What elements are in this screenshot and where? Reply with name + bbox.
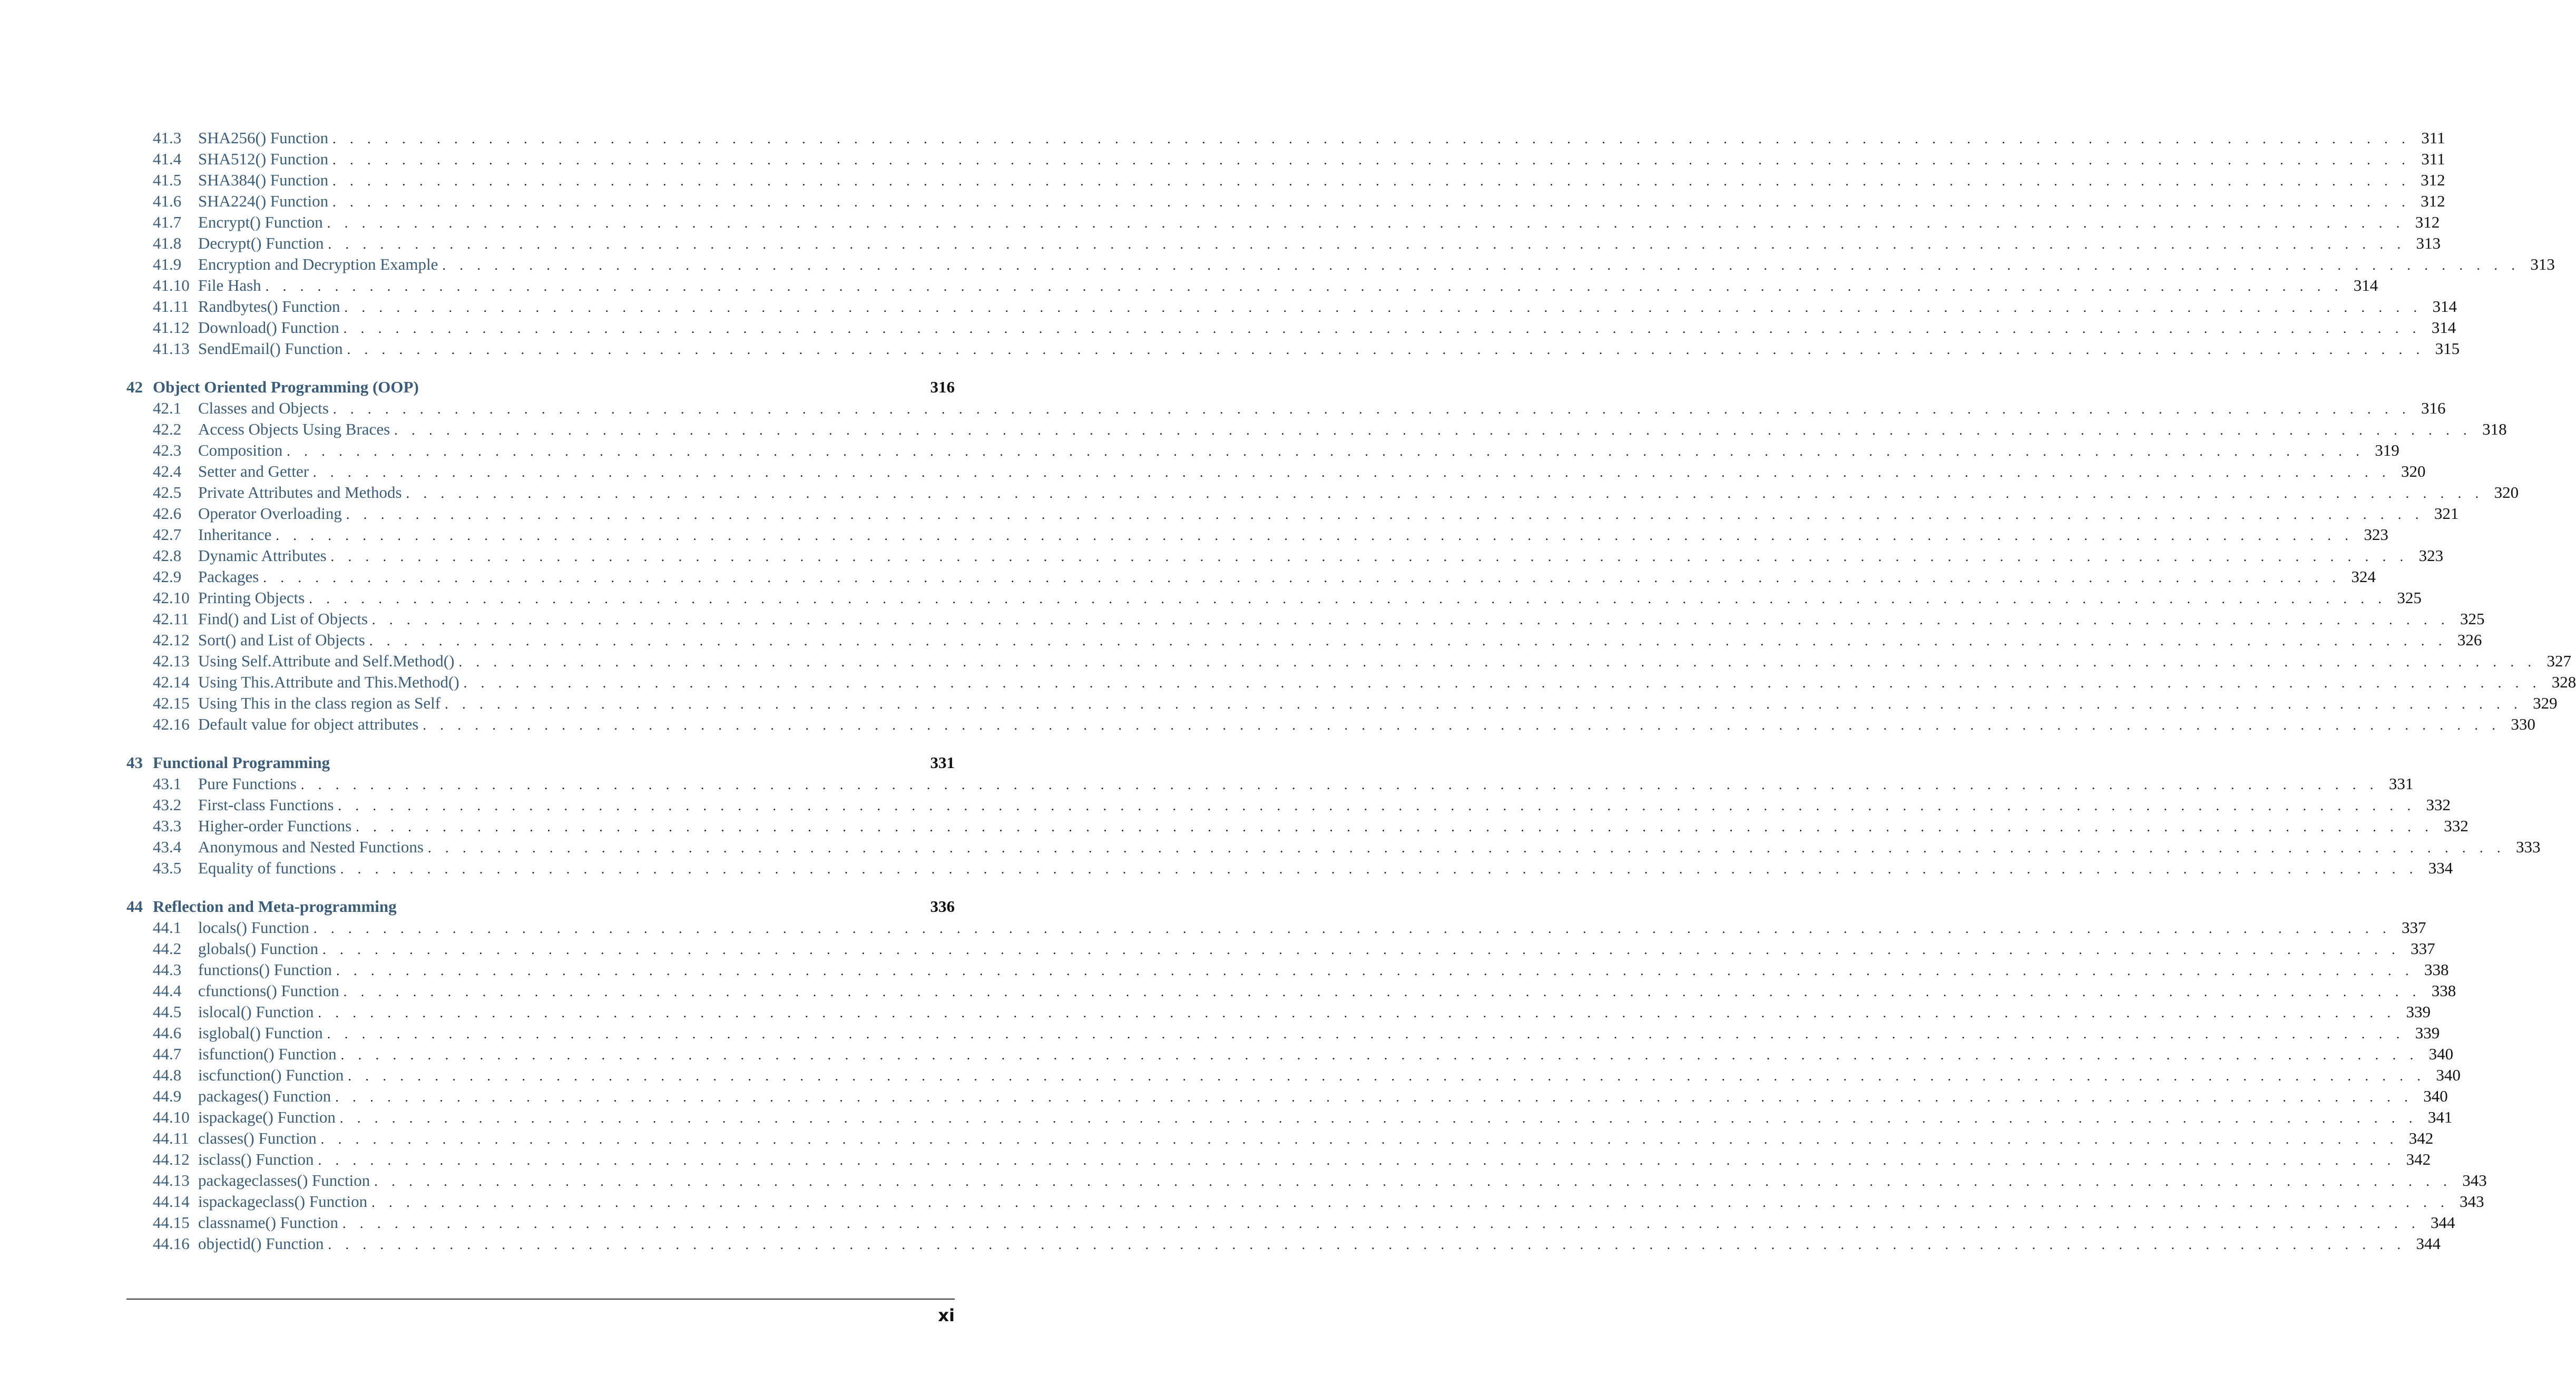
toc-entry-page: 320: [2494, 483, 2519, 502]
toc-section-entry[interactable]: [126, 212, 2440, 233]
toc-section-entry[interactable]: [126, 170, 2445, 191]
toc-entry-page: 329: [2533, 694, 2558, 712]
toc-entry-title[interactable]: Classes and Objects: [198, 398, 333, 419]
toc-entry-page: 323: [2418, 546, 2444, 565]
toc-entry-title[interactable]: Using This in the class region as Self: [198, 693, 445, 714]
toc-entry-page: 332: [2444, 817, 2469, 835]
toc-section-entry[interactable]: [126, 938, 2435, 959]
toc-entry-number: 42.2: [153, 420, 182, 438]
toc-section-entry[interactable]: [126, 398, 2446, 419]
toc-chapter-entry[interactable]: [126, 752, 955, 773]
toc-entry-title[interactable]: Using Self.Attribute and Self.Method(): [198, 651, 458, 672]
toc-entry-page: 312: [2421, 192, 2445, 210]
toc-entry-title[interactable]: functions() Function: [198, 959, 336, 980]
toc-entry-title[interactable]: iscfunction() Function: [198, 1065, 348, 1086]
toc-section-entry[interactable]: [126, 587, 2422, 608]
toc-entry-title[interactable]: File Hash: [198, 275, 266, 296]
toc-dot-leader: . . . . . . . . . . . . . . . . . . . . . . . . . . . . . . . . . . . . . . . . . . . . . . . . . . . . . . . . . . . . . . . . . . . . . . . . . . . . . . . . . . . . . . . . . . . . . . . . . . . . . . . . . . . . . . . . . . . . . . . .: [318, 1153, 2396, 1168]
page-number: xi: [938, 1305, 955, 1325]
toc-entry-page: 325: [2397, 588, 2422, 607]
toc-entry-title[interactable]: Randbytes() Function: [198, 296, 345, 317]
toc-dot-leader: . . . . . . . . . . . . . . . . . . . . . . . . . . . . . . . . . . . . . . . . . . . . . . . . . . . . . . . . . . . . . . . . . . . . . . . . . . . . . . . . . . . . . . . . . . . . . . . . . . . . . . . . . . . . . . . . . . . . . . . .: [372, 612, 2450, 627]
toc-entry-title[interactable]: objectid() Function: [198, 1233, 328, 1254]
toc-entry-title[interactable]: Find() and List of Objects: [198, 608, 372, 630]
toc-entry-number: 42.8: [153, 546, 182, 565]
toc-section-entry[interactable]: [126, 672, 2576, 693]
toc-entry-title[interactable]: Operator Overloading: [198, 503, 346, 524]
toc-entry-title[interactable]: Equality of functions: [198, 858, 340, 879]
toc-entry-number: 41.9: [153, 255, 182, 273]
toc-entry-page: 320: [2401, 462, 2426, 480]
toc-entry-page: 325: [2460, 609, 2485, 628]
toc-dot-leader: . . . . . . . . . . . . . . . . . . . . . . . . . . . . . . . . . . . . . . . . . . . . . . . . . . . . . . . . . . . . . . . . . . . . . . . . . . . . . . . . . . . . . . . . . . . . . . . . . . . . . . . . . . . . . . . . . . . . . . . .: [423, 717, 2501, 733]
toc-entry-title[interactable]: First-class Functions: [198, 794, 338, 815]
toc-entry-number: 44.10: [153, 1108, 190, 1126]
toc-entry-number: 43.4: [153, 838, 182, 856]
toc-dot-leader: . . . . . . . . . . . . . . . . . . . . . . . . . . . . . . . . . . . . . . . . . . . . . . . . . . . . . . . . . . . . . . . . . . . . . . . . . . . . . . . . . . . . . . . . . . . . . . . . . . . . . . . . . . . . . . . . . . . . . . . .: [394, 422, 2472, 438]
toc-entry-number: 44.14: [153, 1192, 190, 1211]
toc-entry-title[interactable]: SHA384() Function: [198, 170, 332, 191]
toc-entry-number: 44.9: [153, 1087, 182, 1105]
toc-entry-number: 44.6: [153, 1024, 182, 1042]
toc-entry-number: 42.10: [153, 588, 190, 607]
toc-entry-title[interactable]: packageclasses() Function: [198, 1170, 374, 1191]
toc-section-entry[interactable]: [126, 1212, 2455, 1233]
toc-section-entry[interactable]: [126, 794, 2451, 815]
toc-dot-leader: . . . . . . . . . . . . . . . . . . . . . . . . . . . . . . . . . . . . . . . . . . . . . . . . . . . . . . . . . . . . . . . . . . . . . . . . . . . . . . . . . . . . . . . . . . . . . . . . . . . . . . . . . . . . . . . . . . . . . . . .: [347, 342, 2425, 357]
toc-entry-title[interactable]: isglobal() Function: [198, 1023, 327, 1044]
toc-section-entry[interactable]: [126, 1107, 2453, 1128]
toc-entry-title[interactable]: Dynamic Attributes: [198, 545, 331, 566]
toc-section-entry[interactable]: [126, 980, 2456, 1001]
toc-entry-number: 41.5: [153, 171, 182, 189]
toc-entry-page: 337: [2411, 939, 2435, 958]
toc-dot-leader: . . . . . . . . . . . . . . . . . . . . . . . . . . . . . . . . . . . . . . . . . . . . . . . . . . . . . . . . . . . . . . . . . . . . . . . . . . . . . . . . . . . . . . . . . . . . . . . . . . . . . . . . . . . . . . . . . . . . . . . .: [332, 131, 2411, 146]
toc-section-entry[interactable]: [126, 338, 2460, 359]
toc-entry-title[interactable]: cfunctions() Function: [198, 980, 344, 1001]
toc-entry-number: 44.5: [153, 1002, 182, 1021]
toc-entry-title[interactable]: SHA256() Function: [198, 127, 332, 149]
toc-dot-leader: . . . . . . . . . . . . . . . . . . . . . . . . . . . . . . . . . . . . . . . . . . . . . . . . . . . . . . . . . . . . . . . . . . . . . . . . . . . . . . . . . . . . . . . . . . . . . . . . . . . . . . . . . . . . . . . . . . . . . . . .: [265, 279, 2344, 294]
toc-entry-number: 44.1: [153, 918, 182, 937]
toc-dot-leader: . . . . . . . . . . . . . . . . . . . . . . . . . . . . . . . . . . . . . . . . . . . . . . . . . . . . . . . . . . . . . . . . . . . . . . . . . . . . . . . . . . . . . . . . . . . . . . . . . . . . . . . . . . . . . . . . . . . . . . . .: [339, 1110, 2418, 1126]
toc-dot-leader: . . . . . . . . . . . . . . . . . . . . . . . . . . . . . . . . . . . . . . . . . . . . . . . . . . . . . . . . . . . . . . . . . . . . . . . . . . . . . . . . . . . . . . . . . . . . . . . . . . . . . . . . . . . . . . . . . . . . . . . .: [340, 861, 2418, 877]
toc-entry-number: 42: [126, 378, 143, 396]
toc-entry-title[interactable]: Default value for object attributes: [198, 714, 423, 735]
toc-section-entry[interactable]: [126, 773, 2414, 794]
toc-dot-leader: . . . . . . . . . . . . . . . . . . . . . . . . . . . . . . . . . . . . . . . . . . . . . . . . . . . . . . . . . . . . . . . . . . . . . . . . . . . . . . . . . . . . . . . . . . . . . . . . . . . . . . . . . . . . . . . . . . . . . . . .: [313, 921, 2392, 936]
toc-entry-title[interactable]: Composition: [198, 440, 287, 461]
toc-entry-title[interactable]: isclass() Function: [198, 1149, 318, 1170]
toc-entry-page: 318: [2482, 420, 2507, 438]
toc-entry-title[interactable]: Decrypt() Function: [198, 233, 328, 254]
toc-entry-number: 44.2: [153, 939, 182, 958]
toc-entry-page: 312: [2415, 213, 2440, 231]
toc-entry-number: 44: [126, 897, 143, 916]
toc-entry-number: 42.7: [153, 525, 182, 544]
toc-entry-page: 338: [2431, 981, 2456, 1000]
toc-entry-title[interactable]: Encryption and Decryption Example: [198, 254, 442, 275]
toc-entry-page: 311: [2421, 150, 2445, 168]
toc-dot-leader: . . . . . . . . . . . . . . . . . . . . . . . . . . . . . . . . . . . . . . . . . . . . . . . . . . . . . . . . . . . . . . . . . . . . . . . . . . . . . . . . . . . . . . . . . . . . . . . . . . . . . . . . . . . . . . . . . . . . . . . .: [371, 1195, 2450, 1210]
toc-dot-leader: . . . . . . . . . . . . . . . . . . . . . . . . . . . . . . . . . . . . . . . . . . . . . . . . . . . . . . . . . . . . . . . . . . . . . . . . . . . . . . . . . . . . . . . . . . . . . . . . . . . . . . . . . . . . . . . . . . . . . . . .: [263, 570, 2341, 585]
toc-section-entry[interactable]: [126, 545, 2444, 566]
toc-entry-number: 42.14: [153, 673, 190, 691]
toc-dot-leader: . . . . . . . . . . . . . . . . . . . . . . . . . . . . . . . . . . . . . . . . . . . . . . . . . . . . . . . . . . . . . . . . . . . . . . . . . . . . . . . . . . . . . . . . . . . . . . . . . . . . . . . . . . . . . . . . . . . . . . . .: [343, 321, 2422, 336]
toc-dot-leader: . . . . . . . . . . . . . . . . . . . . . . . . . . . . . . . . . . . . . . . . . . . . . . . . . . . . . . . . . . . . . . . . . . . . . . . . . . . . . . . . . . . . . . . . . . . . . . . . . . . . . . . . . . . . . . . . . . . . . . . .: [342, 1216, 2421, 1231]
toc-entry-page: 344: [2431, 1213, 2455, 1232]
toc-section-entry[interactable]: [126, 482, 2519, 503]
toc-section-entry[interactable]: [126, 959, 2449, 980]
toc-chapter-entry[interactable]: [126, 896, 955, 917]
toc-section-entry[interactable]: [126, 858, 2453, 879]
toc-dot-leader: . . . . . . . . . . . . . . . . . . . . . . . . . . . . . . . . . . . . . . . . . . . . . . . . . . . . . . . . . . . . . . . . . . . . . . . . . . . . . . . . . . . . . . . . . . . . . . . . . . . . . . . . . . . . . . . . . . . . . . . .: [427, 840, 2506, 856]
toc-section-entry[interactable]: [126, 917, 2426, 938]
toc-dot-leader: . . . . . . . . . . . . . . . . . . . . . . . . . . . . . . . . . . . . . . . . . . . . . . . . . . . . . . . . . . . . . . . . . . . . . . . . . . . . . . . . . . . . . . . . . . . . . . . . . . . . . . . . . . . . . . . . . . . . . . . .: [276, 528, 2354, 543]
toc-entry-title[interactable]: Object Oriented Programming (OOP): [153, 377, 927, 398]
toc-section-entry[interactable]: [126, 440, 2399, 461]
toc-dot-leader: . . . . . . . . . . . . . . . . . . . . . . . . . . . . . . . . . . . . . . . . . . . . . . . . . . . . . . . . . . . . . . . . . . . . . . . . . . . . . . . . . . . . . . . . . . . . . . . . . . . . . . . . . . . . . . . . . . . . . . . .: [332, 173, 2411, 189]
toc-entry-page: 331: [930, 753, 955, 772]
toc-entry-number: 44.13: [153, 1171, 190, 1189]
toc-dot-leader: . . . . . . . . . . . . . . . . . . . . . . . . . . . . . . . . . . . . . . . . . . . . . . . . . . . . . . . . . . . . . . . . . . . . . . . . . . . . . . . . . . . . . . . . . . . . . . . . . . . . . . . . . . . . . . . . . . . . . . . .: [332, 401, 2411, 417]
toc-dot-leader: . . . . . . . . . . . . . . . . . . . . . . . . . . . . . . . . . . . . . . . . . . . . . . . . . . . . . . . . . . . . . . . . . . . . . . . . . . . . . . . . . . . . . . . . . . . . . . . . . . . . . . . . . . . . . . . . . . . . . . . .: [322, 942, 2401, 957]
toc-entry-number: 41.3: [153, 129, 182, 147]
toc-dot-leader: . . . . . . . . . . . . . . . . . . . . . . . . . . . . . . . . . . . . . . . . . . . . . . . . . . . . . . . . . . . . . . . . . . . . . . . . . . . . . . . . . . . . . . . . . . . . . . . . . . . . . . . . . . . . . . . . . . . . . . . .: [335, 1089, 2413, 1105]
toc-entry-title[interactable]: Using This.Attribute and This.Method(): [198, 672, 464, 693]
toc-entry-title[interactable]: globals() Function: [198, 938, 322, 959]
toc-entry-title[interactable]: Functional Programming: [153, 752, 927, 773]
toc-entry-number: 41.10: [153, 276, 190, 294]
toc-dot-leader: . . . . . . . . . . . . . . . . . . . . . . . . . . . . . . . . . . . . . . . . . . . . . . . . . . . . . . . . . . . . . . . . . . . . . . . . . . . . . . . . . . . . . . . . . . . . . . . . . . . . . . . . . . . . . . . . . . . . . . . .: [332, 194, 2411, 210]
toc-entry-page: 342: [2408, 1129, 2434, 1147]
toc-entry-page: 343: [2460, 1192, 2484, 1211]
toc-dot-leader: . . . . . . . . . . . . . . . . . . . . . . . . . . . . . . . . . . . . . . . . . . . . . . . . . . . . . . . . . . . . . . . . . . . . . . . . . . . . . . . . . . . . . . . . . . . . . . . . . . . . . . . . . . . . . . . . . . . . . . . .: [336, 963, 2414, 978]
toc-entry-number: 42.12: [153, 631, 190, 649]
toc-dot-leader: . . . . . . . . . . . . . . . . . . . . . . . . . . . . . . . . . . . . . . . . . . . . . . . . . . . . . . . . . . . . . . . . . . . . . . . . . . . . . . . . . . . . . . . . . . . . . . . . . . . . . . . . . . . . . . . . . . . . . . . .: [338, 798, 2416, 813]
toc-dot-leader: . . . . . . . . . . . . . . . . . . . . . . . . . . . . . . . . . . . . . . . . . . . . . . . . . . . . . . . . . . . . . . . . . . . . . . . . . . . . . . . . . . . . . . . . . . . . . . . . . . . . . . . . . . . . . . . . . . . . . . . .: [327, 1026, 2405, 1041]
toc-section-entry[interactable]: [126, 815, 2469, 837]
toc-section-entry[interactable]: [126, 1149, 2431, 1170]
toc-dot-leader: . . . . . . . . . . . . . . . . . . . . . . . . . . . . . . . . . . . . . . . . . . . . . . . . . . . . . . . . . . . . . . . . . . . . . . . . . . . . . . . . . . . . . . . . . . . . . . . . . . . . . . . . . . . . . . . . . . . . . . . .: [442, 258, 2520, 273]
toc-entry-number: 42.16: [153, 715, 190, 733]
toc-section-entry[interactable]: [126, 693, 2558, 714]
toc-entry-number: 41.7: [153, 213, 182, 231]
toc-entry-number: 43.2: [153, 795, 182, 814]
toc-entry-number: 42.3: [153, 441, 182, 459]
toc-dot-leader: . . . . . . . . . . . . . . . . . . . . . . . . . . . . . . . . . . . . . . . . . . . . . . . . . . . . . . . . . . . . . . . . . . . . . . . . . . . . . . . . . . . . . . . . . . . . . . . . . . . . . . . . . . . . . . . . . . . . . . . .: [309, 591, 2387, 606]
toc-entry-title[interactable]: Inheritance: [198, 524, 276, 545]
toc-chapter-entry[interactable]: [126, 377, 955, 398]
toc-dot-leader: . . . . . . . . . . . . . . . . . . . . . . . . . . . . . . . . . . . . . . . . . . . . . . . . . . . . . . . . . . . . . . . . . . . . . . . . . . . . . . . . . . . . . . . . . . . . . . . . . . . . . . . . . . . . . . . . . . . . . . . .: [320, 1132, 2399, 1147]
toc-entry-number: 41.6: [153, 192, 182, 210]
toc-section-entry[interactable]: [126, 1086, 2448, 1107]
toc-section-entry[interactable]: [126, 1065, 2461, 1086]
toc-section-entry[interactable]: [126, 149, 2445, 170]
toc-entry-page: 314: [2432, 297, 2457, 316]
toc-dot-leader: . . . . . . . . . . . . . . . . . . . . . . . . . . . . . . . . . . . . . . . . . . . . . . . . . . . . . . . . . . . . . . . . . . . . . . . . . . . . . . . . . . . . . . . . . . . . . . . . . . . . . . . . . . . . . . . . . . . . . . . .: [348, 1068, 2426, 1084]
toc-dot-leader: . . . . . . . . . . . . . . . . . . . . . . . . . . . . . . . . . . . . . . . . . . . . . . . . . . . . . . . . . . . . . . . . . . . . . . . . . . . . . . . . . . . . . . . . . . . . . . . . . . . . . . . . . . . . . . . . . . . . . . . .: [458, 654, 2536, 670]
toc-entry-page: 344: [2416, 1234, 2441, 1253]
toc-entry-page: 339: [2415, 1024, 2440, 1042]
toc-entry-page: 328: [2551, 673, 2576, 691]
toc-entry-title[interactable]: classname() Function: [198, 1212, 342, 1233]
toc-entry-number: 42.6: [153, 504, 182, 523]
toc-section-entry[interactable]: [126, 127, 2445, 149]
toc-dot-leader: . . . . . . . . . . . . . . . . . . . . . . . . . . . . . . . . . . . . . . . . . . . . . . . . . . . . . . . . . . . . . . . . . . . . . . . . . . . . . . . . . . . . . . . . . . . . . . . . . . . . . . . . . . . . . . . . . . . . . . . .: [328, 237, 2406, 252]
toc-entry-page: 313: [2530, 255, 2555, 273]
toc-entry-number: 42.11: [153, 609, 189, 628]
toc-section-entry[interactable]: [126, 1128, 2434, 1149]
toc-entry-number: 41.4: [153, 150, 182, 168]
toc-dot-leader: . . . . . . . . . . . . . . . . . . . . . . . . . . . . . . . . . . . . . . . . . . . . . . . . . . . . . . . . . . . . . . . . . . . . . . . . . . . . . . . . . . . . . . . . . . . . . . . . . . . . . . . . . . . . . . . . . . . . . . . .: [330, 549, 2409, 564]
toc-entry-number: 42.15: [153, 694, 190, 712]
toc-entry-page: 342: [2406, 1150, 2431, 1168]
toc-dot-leader: . . . . . . . . . . . . . . . . . . . . . . . . . . . . . . . . . . . . . . . . . . . . . . . . . . . . . . . . . . . . . . . . . . . . . . . . . . . . . . . . . . . . . . . . . . . . . . . . . . . . . . . . . . . . . . . . . . . . . . . .: [369, 633, 2447, 648]
toc-entry-number: 43.1: [153, 774, 182, 793]
toc-entry-number: 41.13: [153, 339, 190, 358]
toc-entry-page: 337: [2401, 918, 2426, 937]
toc-dot-leader: . . . . . . . . . . . . . . . . . . . . . . . . . . . . . . . . . . . . . . . . . . . . . . . . . . . . . . . . . . . . . . . . . . . . . . . . . . . . . . . . . . . . . . . . . . . . . . . . . . . . . . . . . . . . . . . . . . . . . . . .: [318, 1005, 2396, 1020]
toc-dot-leader: . . . . . . . . . . . . . . . . . . . . . . . . . . . . . . . . . . . . . . . . . . . . . . . . . . . . . . . . . . . . . . . . . . . . . . . . . . . . . . . . . . . . . . . . . . . . . . . . . . . . . . . . . . . . . . . . . . . . . . . .: [328, 1237, 2406, 1252]
toc-entry-number: 43.3: [153, 817, 182, 835]
toc-dot-leader: . . . . . . . . . . . . . . . . . . . . . . . . . . . . . . . . . . . . . . . . . . . . . . . . . . . . . . . . . . . . . . . . . . . . . . . . . . . . . . . . . . . . . . . . . . . . . . . . . . . . . . . . . . . . . . . . . . . . . . . .: [356, 819, 2434, 834]
toc-dot-leader: . . . . . . . . . . . . . . . . . . . . . . . . . . . . . . . . . . . . . . . . . . . . . . . . . . . . . . . . . . . . . . . . . . . . . . . . . . . . . . . . . . . . . . . . . . . . . . . . . . . . . . . . . . . . . . . . . . . . . . . .: [287, 444, 2365, 459]
toc-entry-page: 330: [2511, 715, 2535, 733]
toc-entry-title[interactable]: Private Attributes and Methods: [198, 482, 406, 503]
toc-entry-title[interactable]: Anonymous and Nested Functions: [198, 837, 428, 858]
toc-section-entry[interactable]: [126, 317, 2456, 338]
toc-entry-title[interactable]: Printing Objects: [198, 587, 309, 608]
toc-entry-page: 324: [2351, 567, 2376, 586]
toc-section-entry[interactable]: [126, 419, 2507, 440]
toc-entry-page: 340: [2436, 1066, 2461, 1084]
toc-section-entry[interactable]: [126, 254, 2555, 275]
toc-section-entry[interactable]: [126, 1044, 2454, 1065]
toc-entry-title[interactable]: Reflection and Meta-programming: [153, 896, 927, 917]
toc-section-entry[interactable]: [126, 1023, 2440, 1044]
toc-entry-number: 44.15: [153, 1213, 190, 1232]
toc-section-entry[interactable]: [126, 651, 2571, 672]
toc-section-entry[interactable]: [126, 608, 2485, 630]
footer-divider: [126, 1299, 955, 1300]
toc-entry-number: 42.1: [153, 399, 182, 417]
toc-entry-number: 44.4: [153, 981, 182, 1000]
toc-dot-leader: . . . . . . . . . . . . . . . . . . . . . . . . . . . . . . . . . . . . . . . . . . . . . . . . . . . . . . . . . . . . . . . . . . . . . . . . . . . . . . . . . . . . . . . . . . . . . . . . . . . . . . . . . . . . . . . . . . . . . . . .: [406, 486, 2484, 501]
toc-section-entry[interactable]: [126, 1170, 2487, 1191]
toc-section-entry[interactable]: [126, 566, 2376, 587]
toc-entry-number: 41.12: [153, 318, 190, 337]
toc-entry-title[interactable]: Download() Function: [198, 317, 344, 338]
toc-entry-number: 44.8: [153, 1066, 182, 1084]
toc-entry-page: 323: [2364, 525, 2388, 544]
toc-dot-leader: . . . . . . . . . . . . . . . . . . . . . . . . . . . . . . . . . . . . . . . . . . . . . . . . . . . . . . . . . . . . . . . . . . . . . . . . . . . . . . . . . . . . . . . . . . . . . . . . . . . . . . . . . . . . . . . . . . . . . . . .: [313, 465, 2391, 480]
toc-entry-title[interactable]: Access Objects Using Braces: [198, 419, 394, 440]
toc-entry-number: 43.5: [153, 859, 182, 877]
toc-entry-page: 315: [2435, 339, 2460, 358]
toc-entry-page: 316: [930, 378, 955, 396]
toc-entry-title[interactable]: SHA224() Function: [198, 191, 332, 212]
toc-dot-leader: . . . . . . . . . . . . . . . . . . . . . . . . . . . . . . . . . . . . . . . . . . . . . . . . . . . . . . . . . . . . . . . . . . . . . . . . . . . . . . . . . . . . . . . . . . . . . . . . . . . . . . . . . . . . . . . . . . . . . . . .: [300, 777, 2379, 792]
toc-entry-page: 334: [2428, 859, 2453, 877]
toc-entry-number: 41.8: [153, 234, 182, 252]
toc-dot-leader: . . . . . . . . . . . . . . . . . . . . . . . . . . . . . . . . . . . . . . . . . . . . . . . . . . . . . . . . . . . . . . . . . . . . . . . . . . . . . . . . . . . . . . . . . . . . . . . . . . . . . . . . . . . . . . . . . . . . . . . .: [445, 696, 2523, 712]
toc-entry-number: 44.7: [153, 1045, 182, 1063]
toc-entry-page: 313: [2416, 234, 2441, 252]
toc-entry-title[interactable]: packages() Function: [198, 1086, 335, 1107]
toc-dot-leader: . . . . . . . . . . . . . . . . . . . . . . . . . . . . . . . . . . . . . . . . . . . . . . . . . . . . . . . . . . . . . . . . . . . . . . . . . . . . . . . . . . . . . . . . . . . . . . . . . . . . . . . . . . . . . . . . . . . . . . . .: [327, 215, 2405, 231]
toc-section-entry[interactable]: [126, 275, 2378, 296]
toc-entry-number: 41.11: [153, 297, 189, 316]
toc-section-entry[interactable]: [126, 191, 2445, 212]
toc-entry-title[interactable]: Pure Functions: [198, 773, 301, 794]
toc-entry-page: 332: [2426, 795, 2451, 814]
toc-entry-title[interactable]: SendEmail() Function: [198, 338, 347, 359]
toc-entry-page: 341: [2427, 1108, 2453, 1126]
toc-entry-page: 336: [930, 897, 955, 916]
toc-entry-page: 343: [2462, 1171, 2487, 1189]
table-of-contents: [126, 127, 2576, 1254]
toc-entry-page: 338: [2424, 960, 2449, 979]
toc-entry-title[interactable]: ispackageclass() Function: [198, 1191, 371, 1212]
toc-entry-title[interactable]: Packages: [198, 566, 263, 587]
toc-entry-number: 44.3: [153, 960, 182, 979]
toc-entry-title[interactable]: classes() Function: [198, 1128, 321, 1149]
toc-dot-leader: . . . . . . . . . . . . . . . . . . . . . . . . . . . . . . . . . . . . . . . . . . . . . . . . . . . . . . . . . . . . . . . . . . . . . . . . . . . . . . . . . . . . . . . . . . . . . . . . . . . . . . . . . . . . . . . . . . . . . . . .: [343, 984, 2422, 999]
toc-entry-page: 327: [2546, 652, 2571, 670]
toc-dot-leader: . . . . . . . . . . . . . . . . . . . . . . . . . . . . . . . . . . . . . . . . . . . . . . . . . . . . . . . . . . . . . . . . . . . . . . . . . . . . . . . . . . . . . . . . . . . . . . . . . . . . . . . . . . . . . . . . . . . . . . . .: [346, 507, 2424, 522]
toc-section-entry[interactable]: [126, 630, 2482, 651]
toc-entry-page: 340: [2428, 1045, 2454, 1063]
toc-entry-page: 316: [2421, 399, 2446, 417]
toc-section-entry[interactable]: [126, 503, 2459, 524]
toc-section-entry[interactable]: [126, 1001, 2431, 1023]
toc-entry-title[interactable]: Higher-order Functions: [198, 815, 356, 837]
toc-entry-number: 42.9: [153, 567, 182, 586]
toc-entry-page: 319: [2375, 441, 2399, 459]
toc-entry-page: 326: [2457, 631, 2482, 649]
toc-entry-page: 340: [2423, 1087, 2448, 1105]
toc-dot-leader: . . . . . . . . . . . . . . . . . . . . . . . . . . . . . . . . . . . . . . . . . . . . . . . . . . . . . . . . . . . . . . . . . . . . . . . . . . . . . . . . . . . . . . . . . . . . . . . . . . . . . . . . . . . . . . . . . . . . . . . .: [344, 300, 2422, 315]
toc-section-entry[interactable]: [126, 233, 2441, 254]
toc-entry-number: 43: [126, 753, 143, 772]
toc-entry-title[interactable]: ispackage() Function: [198, 1107, 340, 1128]
toc-entry-number: 44.11: [153, 1129, 189, 1147]
toc-entry-page: 314: [2353, 276, 2378, 294]
toc-entry-title[interactable]: Sort() and List of Objects: [198, 630, 369, 651]
toc-section-entry[interactable]: [126, 837, 2541, 858]
toc-entry-page: 314: [2431, 318, 2456, 337]
toc-section-entry[interactable]: [126, 296, 2457, 317]
toc-entry-number: 42.4: [153, 462, 182, 480]
toc-entry-page: 339: [2406, 1002, 2431, 1021]
toc-section-entry[interactable]: [126, 524, 2388, 545]
toc-entry-title[interactable]: Encrypt() Function: [198, 212, 327, 233]
toc-entry-title[interactable]: Setter and Getter: [198, 461, 313, 482]
toc-entry-page: 311: [2421, 129, 2445, 147]
toc-entry-page: 331: [2388, 774, 2414, 793]
toc-section-entry[interactable]: [126, 1233, 2441, 1254]
toc-entry-title[interactable]: SHA512() Function: [198, 149, 332, 170]
toc-section-entry[interactable]: [126, 714, 2535, 735]
toc-section-entry[interactable]: [126, 1191, 2484, 1212]
toc-entry-title[interactable]: islocal() Function: [198, 1001, 318, 1023]
toc-entry-number: 42.13: [153, 652, 190, 670]
toc-section-entry[interactable]: [126, 461, 2426, 482]
toc-dot-leader: . . . . . . . . . . . . . . . . . . . . . . . . . . . . . . . . . . . . . . . . . . . . . . . . . . . . . . . . . . . . . . . . . . . . . . . . . . . . . . . . . . . . . . . . . . . . . . . . . . . . . . . . . . . . . . . . . . . . . . . .: [374, 1174, 2452, 1189]
toc-entry-page: 333: [2515, 838, 2541, 856]
toc-entry-number: 44.16: [153, 1234, 190, 1253]
toc-entry-page: 321: [2434, 504, 2459, 523]
toc-entry-number: 42.5: [153, 483, 182, 502]
toc-entry-number: 44.12: [153, 1150, 190, 1168]
toc-dot-leader: . . . . . . . . . . . . . . . . . . . . . . . . . . . . . . . . . . . . . . . . . . . . . . . . . . . . . . . . . . . . . . . . . . . . . . . . . . . . . . . . . . . . . . . . . . . . . . . . . . . . . . . . . . . . . . . . . . . . . . . .: [463, 675, 2542, 691]
toc-dot-leader: . . . . . . . . . . . . . . . . . . . . . . . . . . . . . . . . . . . . . . . . . . . . . . . . . . . . . . . . . . . . . . . . . . . . . . . . . . . . . . . . . . . . . . . . . . . . . . . . . . . . . . . . . . . . . . . . . . . . . . . .: [340, 1047, 2419, 1063]
toc-entry-title[interactable]: isfunction() Function: [198, 1044, 341, 1065]
toc-dot-leader: . . . . . . . . . . . . . . . . . . . . . . . . . . . . . . . . . . . . . . . . . . . . . . . . . . . . . . . . . . . . . . . . . . . . . . . . . . . . . . . . . . . . . . . . . . . . . . . . . . . . . . . . . . . . . . . . . . . . . . . .: [332, 152, 2411, 168]
toc-entry-title[interactable]: locals() Function: [198, 917, 314, 938]
toc-entry-page: 312: [2421, 171, 2445, 189]
